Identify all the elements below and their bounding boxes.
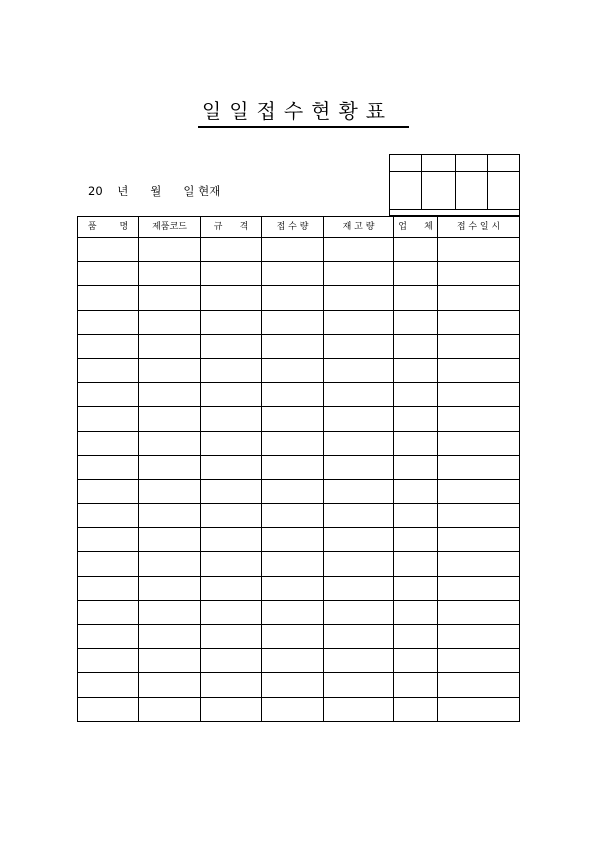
table-cell[interactable] bbox=[139, 479, 201, 503]
table-cell[interactable] bbox=[262, 697, 324, 721]
table-cell[interactable] bbox=[394, 625, 438, 649]
table-row bbox=[78, 286, 520, 310]
approval-header-cell bbox=[422, 155, 456, 172]
table-cell[interactable] bbox=[78, 455, 139, 479]
table-cell[interactable] bbox=[262, 262, 324, 286]
table-cell[interactable] bbox=[139, 262, 201, 286]
table-cell[interactable] bbox=[139, 383, 201, 407]
table-row bbox=[78, 625, 520, 649]
table-cell[interactable] bbox=[78, 649, 139, 673]
table-cell[interactable] bbox=[78, 504, 139, 528]
table-cell[interactable] bbox=[394, 576, 438, 600]
table-cell[interactable] bbox=[78, 479, 139, 503]
table-cell[interactable] bbox=[438, 455, 520, 479]
table-row bbox=[78, 334, 520, 358]
table-cell[interactable] bbox=[139, 334, 201, 358]
header-item-name: 품 명 bbox=[78, 217, 139, 238]
table-cell[interactable] bbox=[78, 673, 139, 697]
table-cell[interactable] bbox=[262, 649, 324, 673]
approval-sign-cell[interactable] bbox=[422, 172, 456, 210]
approval-sign-cell[interactable] bbox=[390, 172, 422, 210]
table-cell[interactable] bbox=[324, 286, 394, 310]
table-cell[interactable] bbox=[394, 431, 438, 455]
table-cell[interactable] bbox=[324, 358, 394, 382]
table-cell[interactable] bbox=[201, 649, 262, 673]
table-cell[interactable] bbox=[201, 310, 262, 334]
table-row bbox=[78, 528, 520, 552]
table-cell[interactable] bbox=[438, 431, 520, 455]
table-cell[interactable] bbox=[139, 552, 201, 576]
table-cell[interactable] bbox=[438, 262, 520, 286]
table-cell[interactable] bbox=[324, 455, 394, 479]
table-cell[interactable] bbox=[324, 576, 394, 600]
table-row bbox=[78, 697, 520, 721]
table-cell[interactable] bbox=[262, 673, 324, 697]
table-cell[interactable] bbox=[139, 407, 201, 431]
table-cell[interactable] bbox=[438, 600, 520, 624]
table-cell[interactable] bbox=[438, 286, 520, 310]
approval-header-cell bbox=[456, 155, 488, 172]
table-cell[interactable] bbox=[324, 649, 394, 673]
table-cell[interactable] bbox=[78, 407, 139, 431]
table-row bbox=[78, 479, 520, 503]
table-cell[interactable] bbox=[262, 431, 324, 455]
table-cell[interactable] bbox=[438, 673, 520, 697]
table-cell[interactable] bbox=[438, 310, 520, 334]
table-cell[interactable] bbox=[78, 600, 139, 624]
table-cell[interactable] bbox=[394, 552, 438, 576]
table-cell[interactable] bbox=[324, 528, 394, 552]
table-cell[interactable] bbox=[324, 310, 394, 334]
table-cell[interactable] bbox=[262, 383, 324, 407]
table-cell[interactable] bbox=[262, 552, 324, 576]
table-cell[interactable] bbox=[139, 576, 201, 600]
table-cell[interactable] bbox=[201, 673, 262, 697]
table-cell[interactable] bbox=[201, 262, 262, 286]
table-cell[interactable] bbox=[262, 310, 324, 334]
approval-footer-strip bbox=[390, 210, 520, 216]
table-cell[interactable] bbox=[201, 552, 262, 576]
table-cell[interactable] bbox=[324, 238, 394, 262]
table-cell[interactable] bbox=[394, 479, 438, 503]
table-cell[interactable] bbox=[438, 649, 520, 673]
table-cell[interactable] bbox=[438, 383, 520, 407]
table-row bbox=[78, 238, 520, 262]
date-line: 20 년 월 일 현재 bbox=[88, 184, 221, 198]
table-cell[interactable] bbox=[324, 383, 394, 407]
table-cell[interactable] bbox=[324, 697, 394, 721]
table-cell[interactable] bbox=[394, 455, 438, 479]
table-cell[interactable] bbox=[78, 358, 139, 382]
table-cell[interactable] bbox=[139, 431, 201, 455]
table-cell[interactable] bbox=[438, 528, 520, 552]
table-cell[interactable] bbox=[78, 625, 139, 649]
table-cell[interactable] bbox=[324, 479, 394, 503]
header-received-qty: 접 수 량 bbox=[262, 217, 324, 238]
table-cell[interactable] bbox=[78, 552, 139, 576]
table-cell[interactable] bbox=[201, 528, 262, 552]
table-cell[interactable] bbox=[78, 238, 139, 262]
table-cell[interactable] bbox=[394, 504, 438, 528]
table-cell[interactable] bbox=[394, 310, 438, 334]
table-cell[interactable] bbox=[139, 600, 201, 624]
header-vendor: 업 체 bbox=[394, 217, 438, 238]
table-cell[interactable] bbox=[394, 600, 438, 624]
table-cell[interactable] bbox=[438, 504, 520, 528]
document-title: 일일접수현황표 bbox=[201, 99, 394, 123]
table-row bbox=[78, 358, 520, 382]
table-cell[interactable] bbox=[324, 600, 394, 624]
table-cell[interactable] bbox=[262, 504, 324, 528]
table-cell[interactable] bbox=[139, 238, 201, 262]
table-cell[interactable] bbox=[139, 455, 201, 479]
table-cell[interactable] bbox=[438, 697, 520, 721]
table-cell[interactable] bbox=[438, 576, 520, 600]
table-cell[interactable] bbox=[394, 383, 438, 407]
table-cell[interactable] bbox=[394, 334, 438, 358]
table-cell[interactable] bbox=[394, 286, 438, 310]
table-cell[interactable] bbox=[324, 673, 394, 697]
table-cell[interactable] bbox=[438, 238, 520, 262]
table-cell[interactable] bbox=[201, 238, 262, 262]
table-row bbox=[78, 504, 520, 528]
table-cell[interactable] bbox=[201, 455, 262, 479]
approval-header-cell bbox=[390, 155, 422, 172]
table-cell[interactable] bbox=[139, 625, 201, 649]
table-cell[interactable] bbox=[201, 407, 262, 431]
table-row bbox=[78, 407, 520, 431]
table-cell[interactable] bbox=[139, 697, 201, 721]
table-row bbox=[78, 649, 520, 673]
table-body bbox=[78, 238, 520, 722]
table-row bbox=[78, 262, 520, 286]
table-cell[interactable] bbox=[262, 455, 324, 479]
table-cell[interactable] bbox=[262, 576, 324, 600]
header-specification: 규 격 bbox=[201, 217, 262, 238]
table-cell[interactable] bbox=[262, 600, 324, 624]
table-cell[interactable] bbox=[262, 407, 324, 431]
table-cell[interactable] bbox=[262, 358, 324, 382]
header-received-datetime: 접 수 일 시 bbox=[438, 217, 520, 238]
table-cell[interactable] bbox=[139, 649, 201, 673]
table-row bbox=[78, 673, 520, 697]
table-cell[interactable] bbox=[438, 358, 520, 382]
table-header-row bbox=[78, 217, 520, 238]
header-stock-qty: 재 고 량 bbox=[324, 217, 394, 238]
approval-sign-cell[interactable] bbox=[488, 172, 520, 210]
approval-sign-cell[interactable] bbox=[456, 172, 488, 210]
table-cell[interactable] bbox=[78, 310, 139, 334]
table-cell[interactable] bbox=[262, 334, 324, 358]
table-cell[interactable] bbox=[394, 649, 438, 673]
table-row bbox=[78, 600, 520, 624]
table-cell[interactable] bbox=[438, 552, 520, 576]
table-row bbox=[78, 455, 520, 479]
approval-header-cell bbox=[488, 155, 520, 172]
table-row bbox=[78, 310, 520, 334]
table-cell[interactable] bbox=[78, 576, 139, 600]
table-cell[interactable] bbox=[324, 625, 394, 649]
table-cell[interactable] bbox=[394, 673, 438, 697]
reception-table bbox=[77, 216, 520, 722]
table-cell[interactable] bbox=[78, 697, 139, 721]
table-cell[interactable] bbox=[201, 286, 262, 310]
table-cell[interactable] bbox=[324, 552, 394, 576]
table-cell[interactable] bbox=[262, 479, 324, 503]
table-cell[interactable] bbox=[78, 286, 139, 310]
approval-box bbox=[389, 154, 520, 216]
table-cell[interactable] bbox=[201, 431, 262, 455]
table-cell[interactable] bbox=[394, 528, 438, 552]
table-row bbox=[78, 576, 520, 600]
table-cell[interactable] bbox=[201, 697, 262, 721]
table-row bbox=[78, 383, 520, 407]
table-cell[interactable] bbox=[201, 600, 262, 624]
table-cell[interactable] bbox=[324, 334, 394, 358]
table-cell[interactable] bbox=[394, 238, 438, 262]
table-cell[interactable] bbox=[262, 625, 324, 649]
table-cell[interactable] bbox=[262, 528, 324, 552]
table-cell[interactable] bbox=[324, 504, 394, 528]
table-cell[interactable] bbox=[438, 625, 520, 649]
table-cell[interactable] bbox=[394, 262, 438, 286]
table-cell[interactable] bbox=[394, 407, 438, 431]
table-cell[interactable] bbox=[324, 262, 394, 286]
table-cell[interactable] bbox=[324, 431, 394, 455]
title-underline bbox=[198, 126, 409, 128]
table-cell[interactable] bbox=[201, 479, 262, 503]
table-cell[interactable] bbox=[438, 407, 520, 431]
table-cell[interactable] bbox=[201, 334, 262, 358]
table-row bbox=[78, 552, 520, 576]
table-cell[interactable] bbox=[78, 262, 139, 286]
table-cell[interactable] bbox=[78, 383, 139, 407]
table-cell[interactable] bbox=[78, 431, 139, 455]
table-cell[interactable] bbox=[262, 286, 324, 310]
table-cell[interactable] bbox=[139, 528, 201, 552]
table-cell[interactable] bbox=[201, 625, 262, 649]
table-cell[interactable] bbox=[78, 334, 139, 358]
table-cell[interactable] bbox=[139, 286, 201, 310]
table-cell[interactable] bbox=[394, 358, 438, 382]
table-cell[interactable] bbox=[438, 479, 520, 503]
table-cell[interactable] bbox=[438, 334, 520, 358]
table-cell[interactable] bbox=[139, 310, 201, 334]
table-row bbox=[78, 431, 520, 455]
table-cell[interactable] bbox=[201, 504, 262, 528]
table-cell[interactable] bbox=[201, 383, 262, 407]
table-cell[interactable] bbox=[78, 528, 139, 552]
table-cell[interactable] bbox=[262, 238, 324, 262]
table-cell[interactable] bbox=[394, 697, 438, 721]
table-cell[interactable] bbox=[139, 673, 201, 697]
header-product-code: 제품코드 bbox=[139, 217, 201, 238]
table-cell[interactable] bbox=[201, 358, 262, 382]
table-cell[interactable] bbox=[139, 358, 201, 382]
table-cell[interactable] bbox=[201, 576, 262, 600]
table-cell[interactable] bbox=[324, 407, 394, 431]
table-cell[interactable] bbox=[139, 504, 201, 528]
